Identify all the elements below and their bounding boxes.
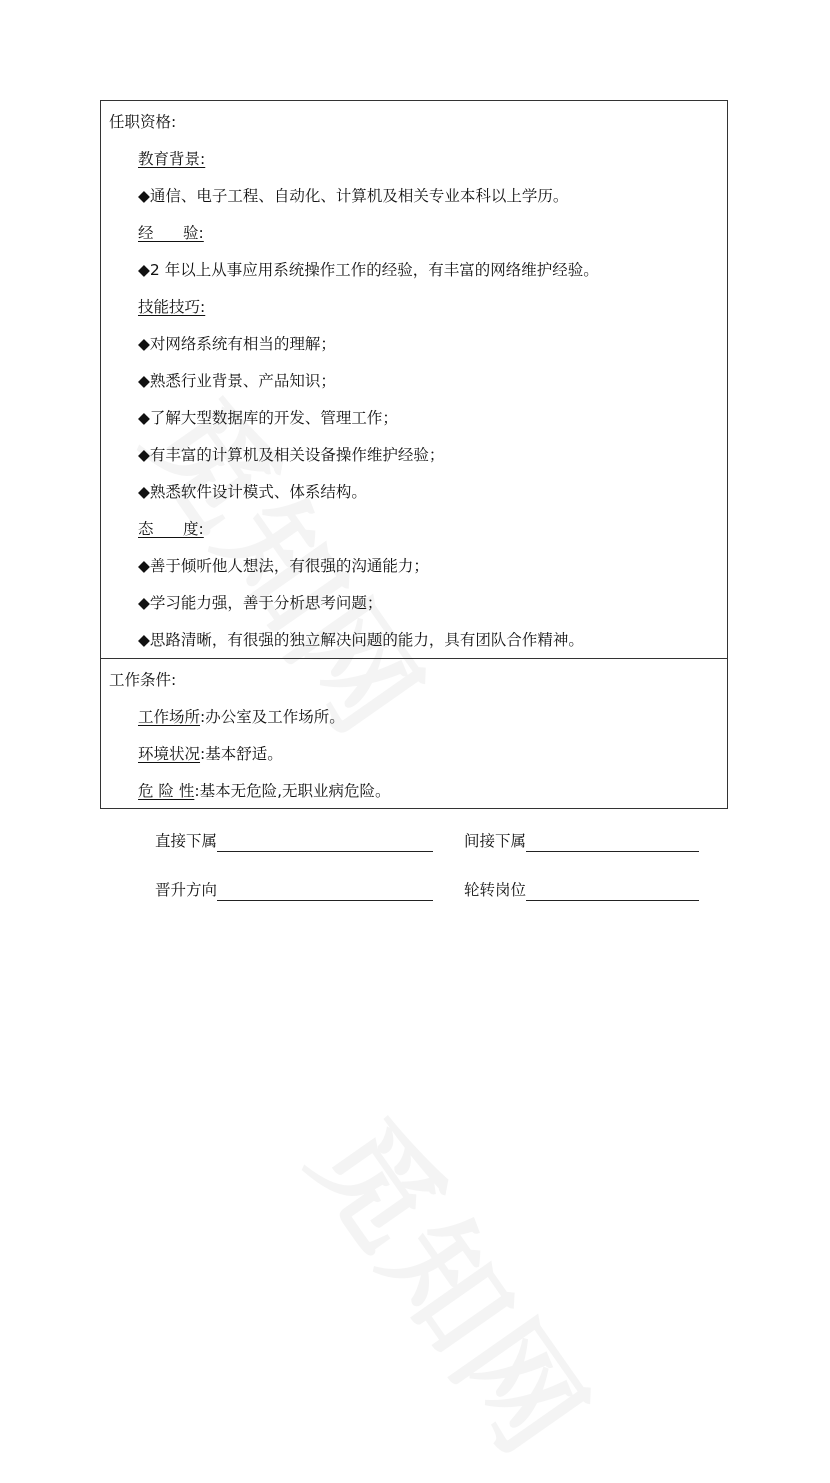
promotion-line[interactable] xyxy=(217,880,433,901)
skills-item: ◆了解大型数据库的开发、管理工作； xyxy=(138,409,398,427)
skills-item: ◆对网络系统有相当的理解； xyxy=(138,335,336,353)
condition-value: :办公室及工作场所。 xyxy=(200,708,345,726)
indirect-reports-label: 间接下属 xyxy=(464,832,527,850)
skills-label xyxy=(109,296,719,318)
attitude-label-text: 态 度: xyxy=(138,520,204,538)
rotation-row xyxy=(464,879,699,901)
promotion-row xyxy=(155,879,433,901)
experience-label-text: 经 验: xyxy=(138,224,204,242)
qualifications-section xyxy=(101,101,727,658)
skills-item: ◆熟悉行业背景、产品知识； xyxy=(138,372,336,390)
qualifications-title: 任职资格: xyxy=(109,113,177,131)
rotation-label: 轮转岗位 xyxy=(464,881,527,899)
condition-label: 环境状况 xyxy=(138,745,201,763)
condition-value: :基本无危险,无职业病危险。 xyxy=(194,782,391,800)
condition-row-hazard xyxy=(109,780,719,802)
education-label-text: 教育背景: xyxy=(138,150,206,168)
skills-item: ◆熟悉软件设计模式、体系结构。 xyxy=(138,483,367,501)
job-description-table xyxy=(100,100,728,809)
conditions-section xyxy=(101,658,727,808)
condition-value: :基本舒适。 xyxy=(200,745,283,763)
direct-reports-row xyxy=(155,830,433,852)
education-label xyxy=(109,148,719,170)
skills-label-text: 技能技巧: xyxy=(138,298,206,316)
condition-label: 工作场所 xyxy=(138,708,201,726)
education-item: ◆通信、电子工程、自动化、计算机及相关专业本科以上学历。 xyxy=(138,187,569,205)
direct-reports-label: 直接下属 xyxy=(155,832,218,850)
condition-label: 危 险 性 xyxy=(138,782,195,800)
direct-reports-line[interactable] xyxy=(217,831,433,852)
rotation-line[interactable] xyxy=(526,880,699,901)
skills-item: ◆有丰富的计算机及相关设备操作维护经验； xyxy=(138,446,445,464)
attitude-label xyxy=(109,518,719,540)
indirect-reports-line[interactable] xyxy=(526,831,699,852)
indirect-reports-row xyxy=(464,830,699,852)
watermark-bottom xyxy=(279,1080,633,1483)
promotion-label: 晋升方向 xyxy=(155,881,218,899)
attitude-item: ◆学习能力强，善于分析思考问题； xyxy=(138,594,383,612)
conditions-title: 工作条件: xyxy=(109,671,177,689)
attitude-item: ◆善于倾听他人想法，有很强的沟通能力； xyxy=(138,557,429,575)
experience-label xyxy=(109,222,719,244)
attitude-item: ◆思路清晰，有很强的独立解决问题的能力，具有团队合作精神。 xyxy=(138,631,584,649)
condition-row-workplace xyxy=(109,706,719,728)
experience-item: ◆2 年以上从事应用系统操作工作的经验，有丰富的网络维护经验。 xyxy=(138,261,599,279)
condition-row-environment xyxy=(109,743,719,765)
